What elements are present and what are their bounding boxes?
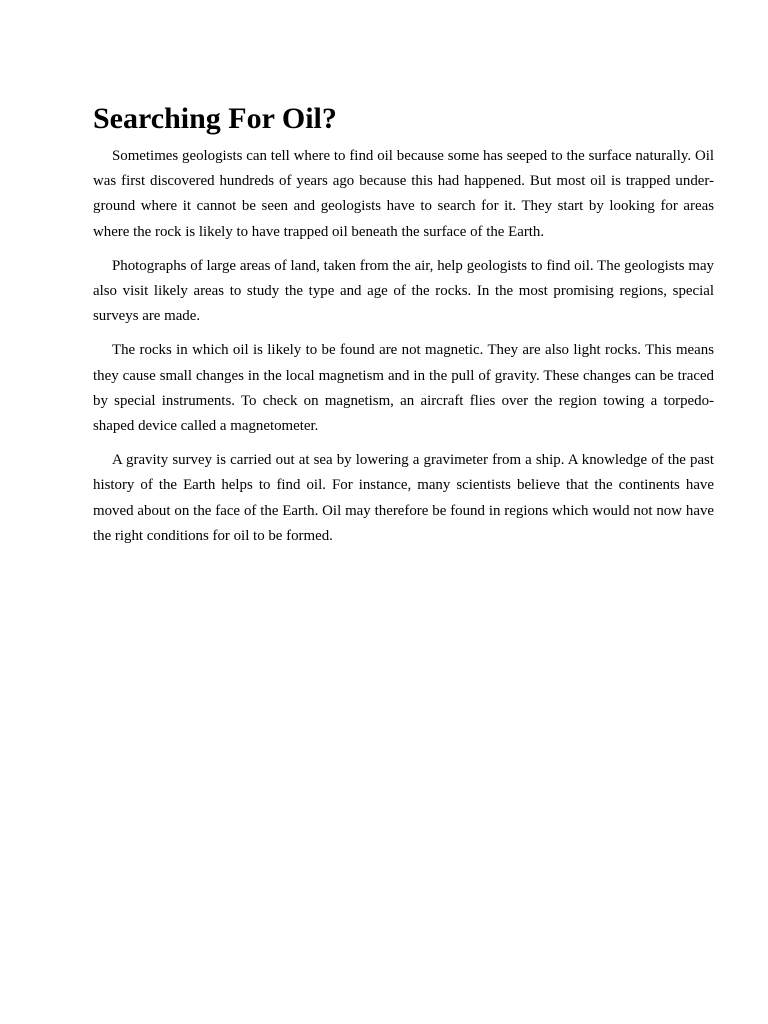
paragraph-3: The rocks in which oil is likely to be found are not magnetic. They are also light rocks. This means they cause small changes in the local magnetism and in the pull of gravity. These changes can be traced by special instruments. To check on magnetism, an aircraft flies over the region towing a torpedo- shaped device called a magnetometer. bbox=[93, 342, 714, 435]
document-title: Searching For Oil? bbox=[93, 102, 337, 135]
paragraph-4: A gravity survey is carried out at sea by lowering a gravimeter from a ship. A knowledge of the past history of the Earth helps to find oil. For instance, many scientists believe that the continents have moved about on the face of the Earth. Oil may therefore be found in regions which would not now have the right conditions for oil to be formed. bbox=[93, 452, 714, 544]
paragraph-1: Sometimes geologists can tell where to find oil because some has seeped to the surface naturally. Oil was first discovered hundreds of years ago because this had happened. But most oil is trapped under- ground where it cannot be seen and geologists have to search for it. They start by looking for areas where the rock is likely to have trapped oil beneath the surface of the Earth. bbox=[93, 148, 714, 240]
document-body bbox=[93, 100, 714, 558]
paragraph-2: Photographs of large areas of land, taken from the air, help geologists to find oil. The geologists may also visit likely areas to study the type and age of the rocks. In the most promising regions, special surveys are made. bbox=[93, 257, 714, 325]
